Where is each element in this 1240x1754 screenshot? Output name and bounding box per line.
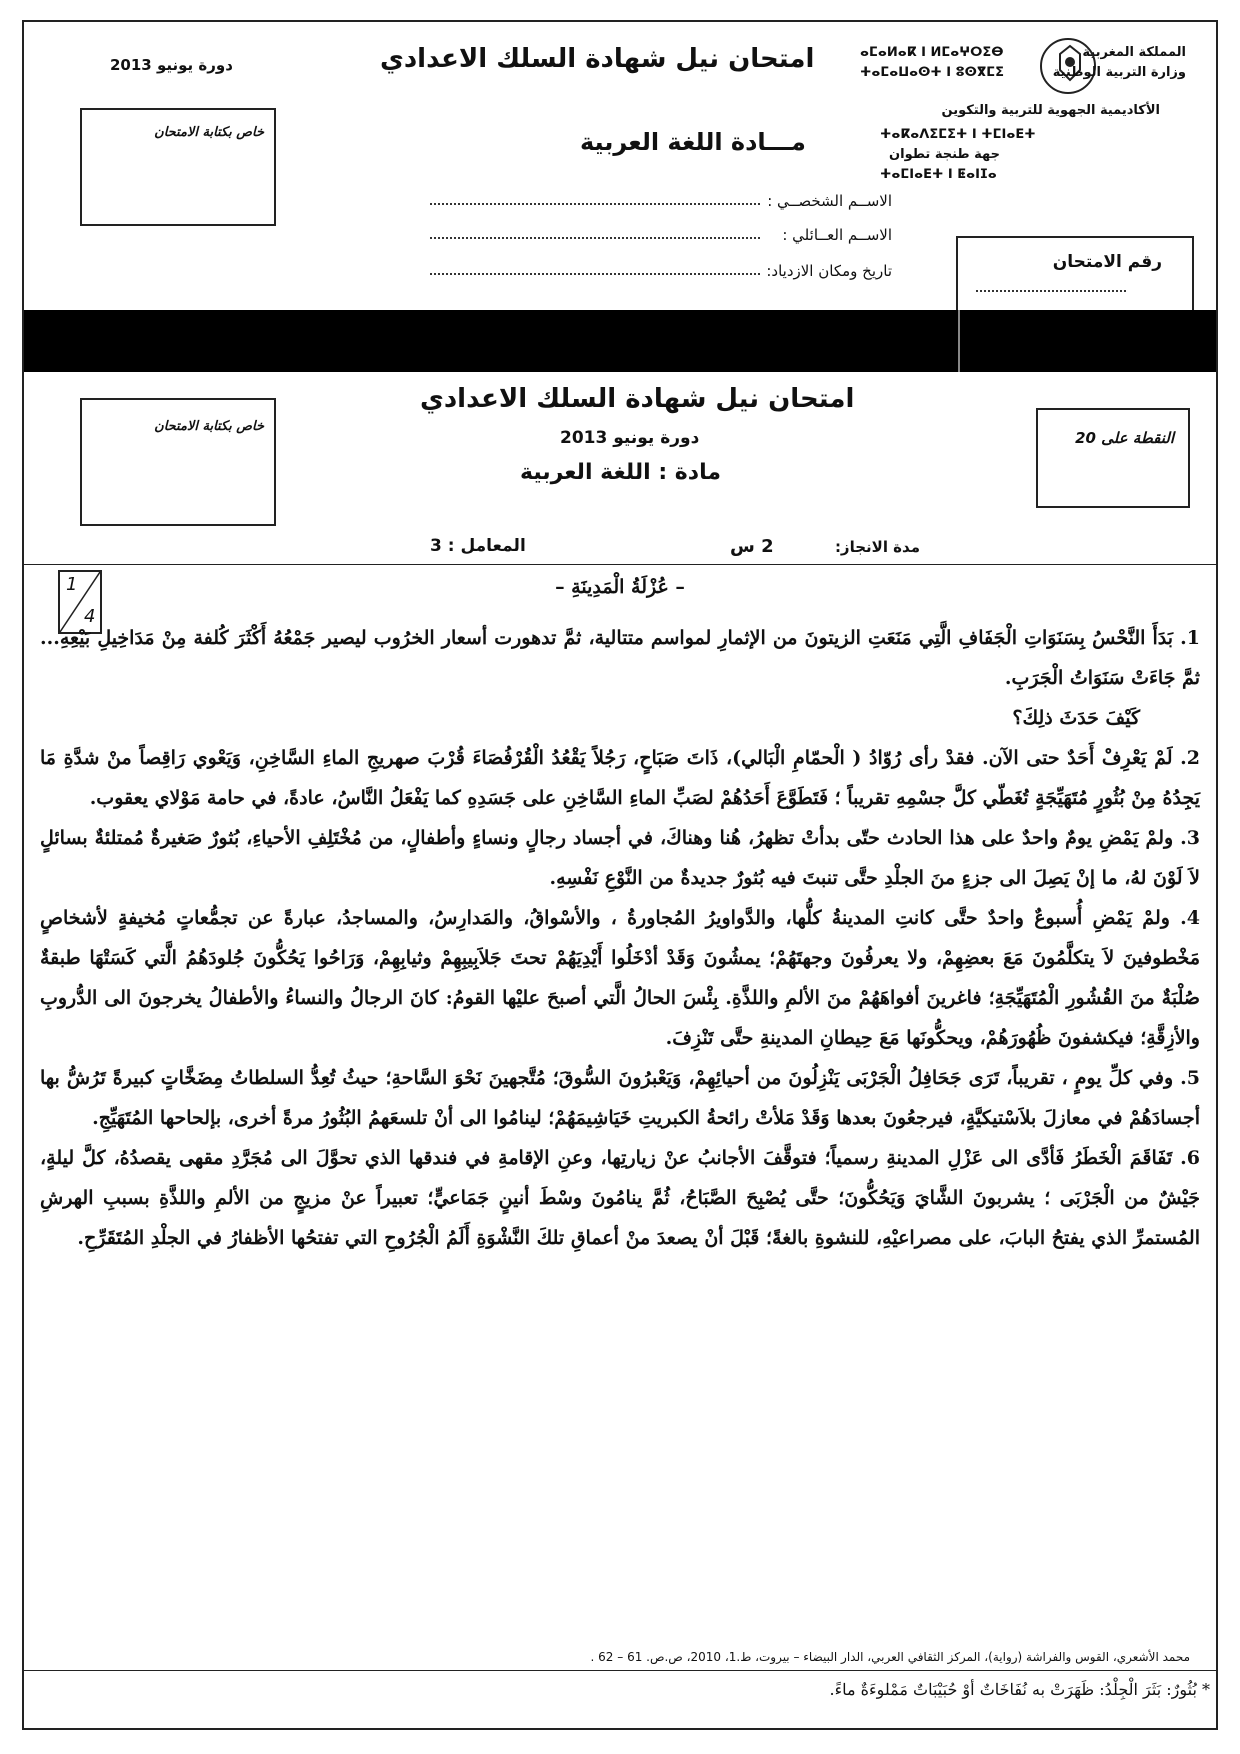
session-2: دورة يونيو 2013 [560,428,700,448]
exam-number-line [976,290,1126,292]
first-name-field[interactable] [430,186,768,205]
footnote-divider [24,1670,1216,1671]
first-name-label: الاســم الشخصــي : [767,192,892,210]
region-ar: جهة طنجة تطوان [889,147,1000,162]
family-name-label: الاســم العــائلي : [782,226,892,244]
grade-box[interactable] [1036,408,1190,508]
text-title: – عُزْلَةُ الْمَدِينَةِ – [555,576,685,598]
footnote: * بُثُورٌ: بَثَرَ الْجِلْدُ: ظَهَرَتْ به نُفَاخَاتٌ أوْ حُبَيْبَاتٌ مَمْلوءَةٌ ماءً. [829,1680,1210,1699]
academy-tif: ⵜⴰⴽⴰⴷⵉⵎⵉⵜ ⵏ ⵜⵎⵏⴰⴹⵜ [880,127,1036,142]
source-citation: محمد الأشعري، القوس والفراشة (رواية)، المركز الثقافي العربي، الدار البيضاء – بيروت، ط.1، 2010، ص.ص. 61 – 62 . [590,1650,1190,1664]
region-tif: ⵜⴰⵎⵏⴰⴹⵜ ⵏ ⵟⴰⵏⵊⴰ [880,167,997,182]
kingdom-ar: المملكة المغربية [1082,45,1186,60]
coef-label: المعامل : 3 [430,536,526,556]
subject-2: مادة : اللغة العربية [520,460,721,485]
paragraph-3: 3. ولمْ يَمْضِ يومٌ واحدٌ على هذا الحادث حتّى بدأتْ تظهرُ، هُنا وهناكَ، في أجساد رجالٍ ونساءٍ وأطفالٍ، من مُخْتَلِفِ الأحياءِ، بُثورٌ صَغيرةٌ مُمتلئةٌ بسائلٍ لاَ لَوْنَ لهُ، ما إنْ يَصِلَ الى جزءٍ منَ الجلْدِ حتَّى تنبتَ فيه بُثورٌ جديدةٌ من النَّوْعِ نَفْسِهِ. [40,827,1200,889]
separator-bar [24,310,1216,372]
paragraph-5: 5. وفي كلِّ يومٍ ، تقريباً، تَرَى جَحَافِلُ الْجَرْبَى يَنْزِلُونَ من أحيائِهِمْ، وَيَعْبرُونَ السُّوقَ؛ مُتَّجهينَ نَحْوَ السَّاحةِ؛ حيثُ تُعِدُّ السلطاتُ مِضَخَّاتٍ كبيرةً تَرُشُّ بها أجسادَهُمْ في معازلَ بلاَسْتيكيَّةٍ، فيرجعُونَ بعدها وَقَدْ مَلأتْ رائحةُ الكبريتِ خَيَاشِيمَهُمْ؛ لينامُوا الى أنْ تلسعَهمُ البُثُورُ مرةً أخرى، بإلحاحها المُتَهَيِّجِ. [40,1067,1200,1129]
duration-value: 2 س [730,536,774,557]
ministry-ar: وزارة التربية الوطنية [1052,65,1186,80]
paragraph-2: 2. لَمْ يَعْرِفْ أَحَدٌ حتى الآن. فقدْ رأى رُوّادُ ( الْحمّامِ الْبَالي)، ذَاتَ صَبَاحٍ، رَجُلاً يَقْعُدُ الْقُرْفُصَاءَ قُرْبَ صهريجِ الماءِ السَّاخِنِ، وَيَعْوي رَاقِصاً منْ شدَّةِ مَا يَجِدُهُ مِنْ بُثُورٍ مُتَهَيِّجَةٍ تُغَطّي كلَّ جسْمِهِ تقريباً ؛ فَتَطَوَّعَ أَحَدُهُمْ لصَبِّ الماءِ السَّاخِنِ على جَسَدِهِ كما يَفْعَلُ النَّاسُ، عادةً، في حامة مَوْلاي يعقوب. [40,747,1200,809]
reserved-label-2: خاص بكتابة الامتحان [154,419,264,434]
page-total: 4 [84,606,96,627]
bar-divider [958,310,960,372]
birth-field[interactable] [430,256,768,275]
paragraph-1: 1. بَدَأَ النَّحْسُ بِسَنَوَاتِ الْجَفَافِ الَّتِي مَنَعَتِ الزيتونَ من الإثمارِ لمواسم متتالية، ثمَّ تدهورت أسعار الخرُوب ليصير جَمْعُهُ أَكْثَرَ كُلفة مِنْ مَدَاخِيلِ بَيْعِهِ... ثمَّ جَاءَتْ سَنَوَاتُ الْجَرَبِ. [40,627,1200,689]
reserved-box-2 [80,398,276,526]
section-divider [24,564,1216,565]
paragraph-4: 4. ولمْ يَمْضِ أُسبوعٌ واحدٌ حتَّى كانتِ المدينةُ كلُّها، والدَّواويرُ المُجاورةُ ، والأسْواقُ، والمَدارِسُ، والمساجدُ، عبارةً عن تجمُّعاتٍ مُخيفةٍ لأشخاصٍ مَخْطوفينَ لاَ يتكلَّمُونَ مَعَ بعضِهِمْ، ولا يعرفُونَ وجهتَهُمْ؛ يمشُونَ وَقَدْ أدْخَلُوا أَيْدِيَهُمْ تحتَ جَلاَبِيبِهِمْ وثيابِهِمْ، وَرَاحُوا يَحُكُّونَ جُلودَهُمُ الَّتي كَسَتْهَا طبقةٌ صُلْبَةٌ منَ القُشُورِ الْمُتَهَيِّجَةِ؛ فاغرينَ أفواهَهُمْ منَ الألمِ واللذَّةِ. بِئْسَ الحالُ الَّتي أصبحَ عليْها القومُ: كانَ الرجالُ والنساءُ والأطفالُ يخرجونَ الى الدُّروبِ والأزِقَّةِ؛ فيكشفونَ ظُهُورَهُمْ، ويحكُّونَها مَعَ حِيطانِ المدينةِ حتَّى تَنْزِفَ. [40,907,1200,1049]
page-number: 1 [66,574,78,595]
text-body [40,618,1200,1258]
exam-number-label: رقم الامتحان [1052,252,1162,272]
session: دورة يونيو 2013 [110,56,233,74]
duration-label: مدة الانجاز: [834,538,920,556]
grade-label: النقطة على 20 [1075,429,1174,447]
paragraph-1-question: كَيْفَ حَدَثَ ذلِكَ؟ [1012,707,1140,729]
reserved-label: خاص بكتابة الامتحان [154,125,264,140]
birth-label: تاريخ ومكان الازدياد: [766,262,892,280]
exam-title: امتحان نيل شهادة السلك الاعدادي [380,44,815,74]
academy-ar: الأكاديمية الجهوية للتربية والتكوين [941,103,1160,118]
exam-title-2: امتحان نيل شهادة السلك الاعدادي [420,384,855,414]
family-name-field[interactable] [430,220,768,239]
paragraph-6: 6. تَفَاقَمَ الْخَطَرُ فَأدَّى الى عَزْلِ المدينةِ رسمياً؛ فتوقَّفَ الأجانبُ عنْ زيارتِها، وعنِ الإقامةِ في فندقها الذي تحوَّلَ الى مُجَرَّدِ مقهى يقصدُهُ، كلَّ ليلةٍ، جَيْشٌ من الْجَرْبَى ؛ يشربونَ الشَّايَ وَيَحُكُّونَ؛ حتَّى يُصْبِحَ الصَّبَاحُ، ثُمَّ ينامُونَ وسْطَ أنينٍ جَمَاعيٍّ؛ تعبيراً عنْ مزيجٍ من الألمِ واللذَّةِ بسببِ الهرشِ المُستمرِّ الذي يفتحُ البابَ، على مصراعيْهِ، للنشوةِ بالغةً؛ قَبْلَ أنْ يصعدَ منْ أعماقِ تلكَ النَّشْوَةِ أَلَمُ الْجُرُوحِ التي تفتحُها الأظفارُ في الجلْدِ المُتَقَرِّحِ. [40,1147,1200,1249]
ministry-tif: ⵜⴰⵎⴰⵡⴰⵙⵜ ⵏ ⵓⵙⴳⵎⵉ [860,65,1005,80]
kingdom-tif: ⴰⵎⴰⵍⴰⴽ ⵏ ⵍⵎⴰⵖⵔⵉⴱ [860,45,1004,60]
exam-number-box[interactable] [956,236,1194,310]
reserved-box [80,108,276,226]
subject: مـــادة اللغة العربية [580,128,806,156]
